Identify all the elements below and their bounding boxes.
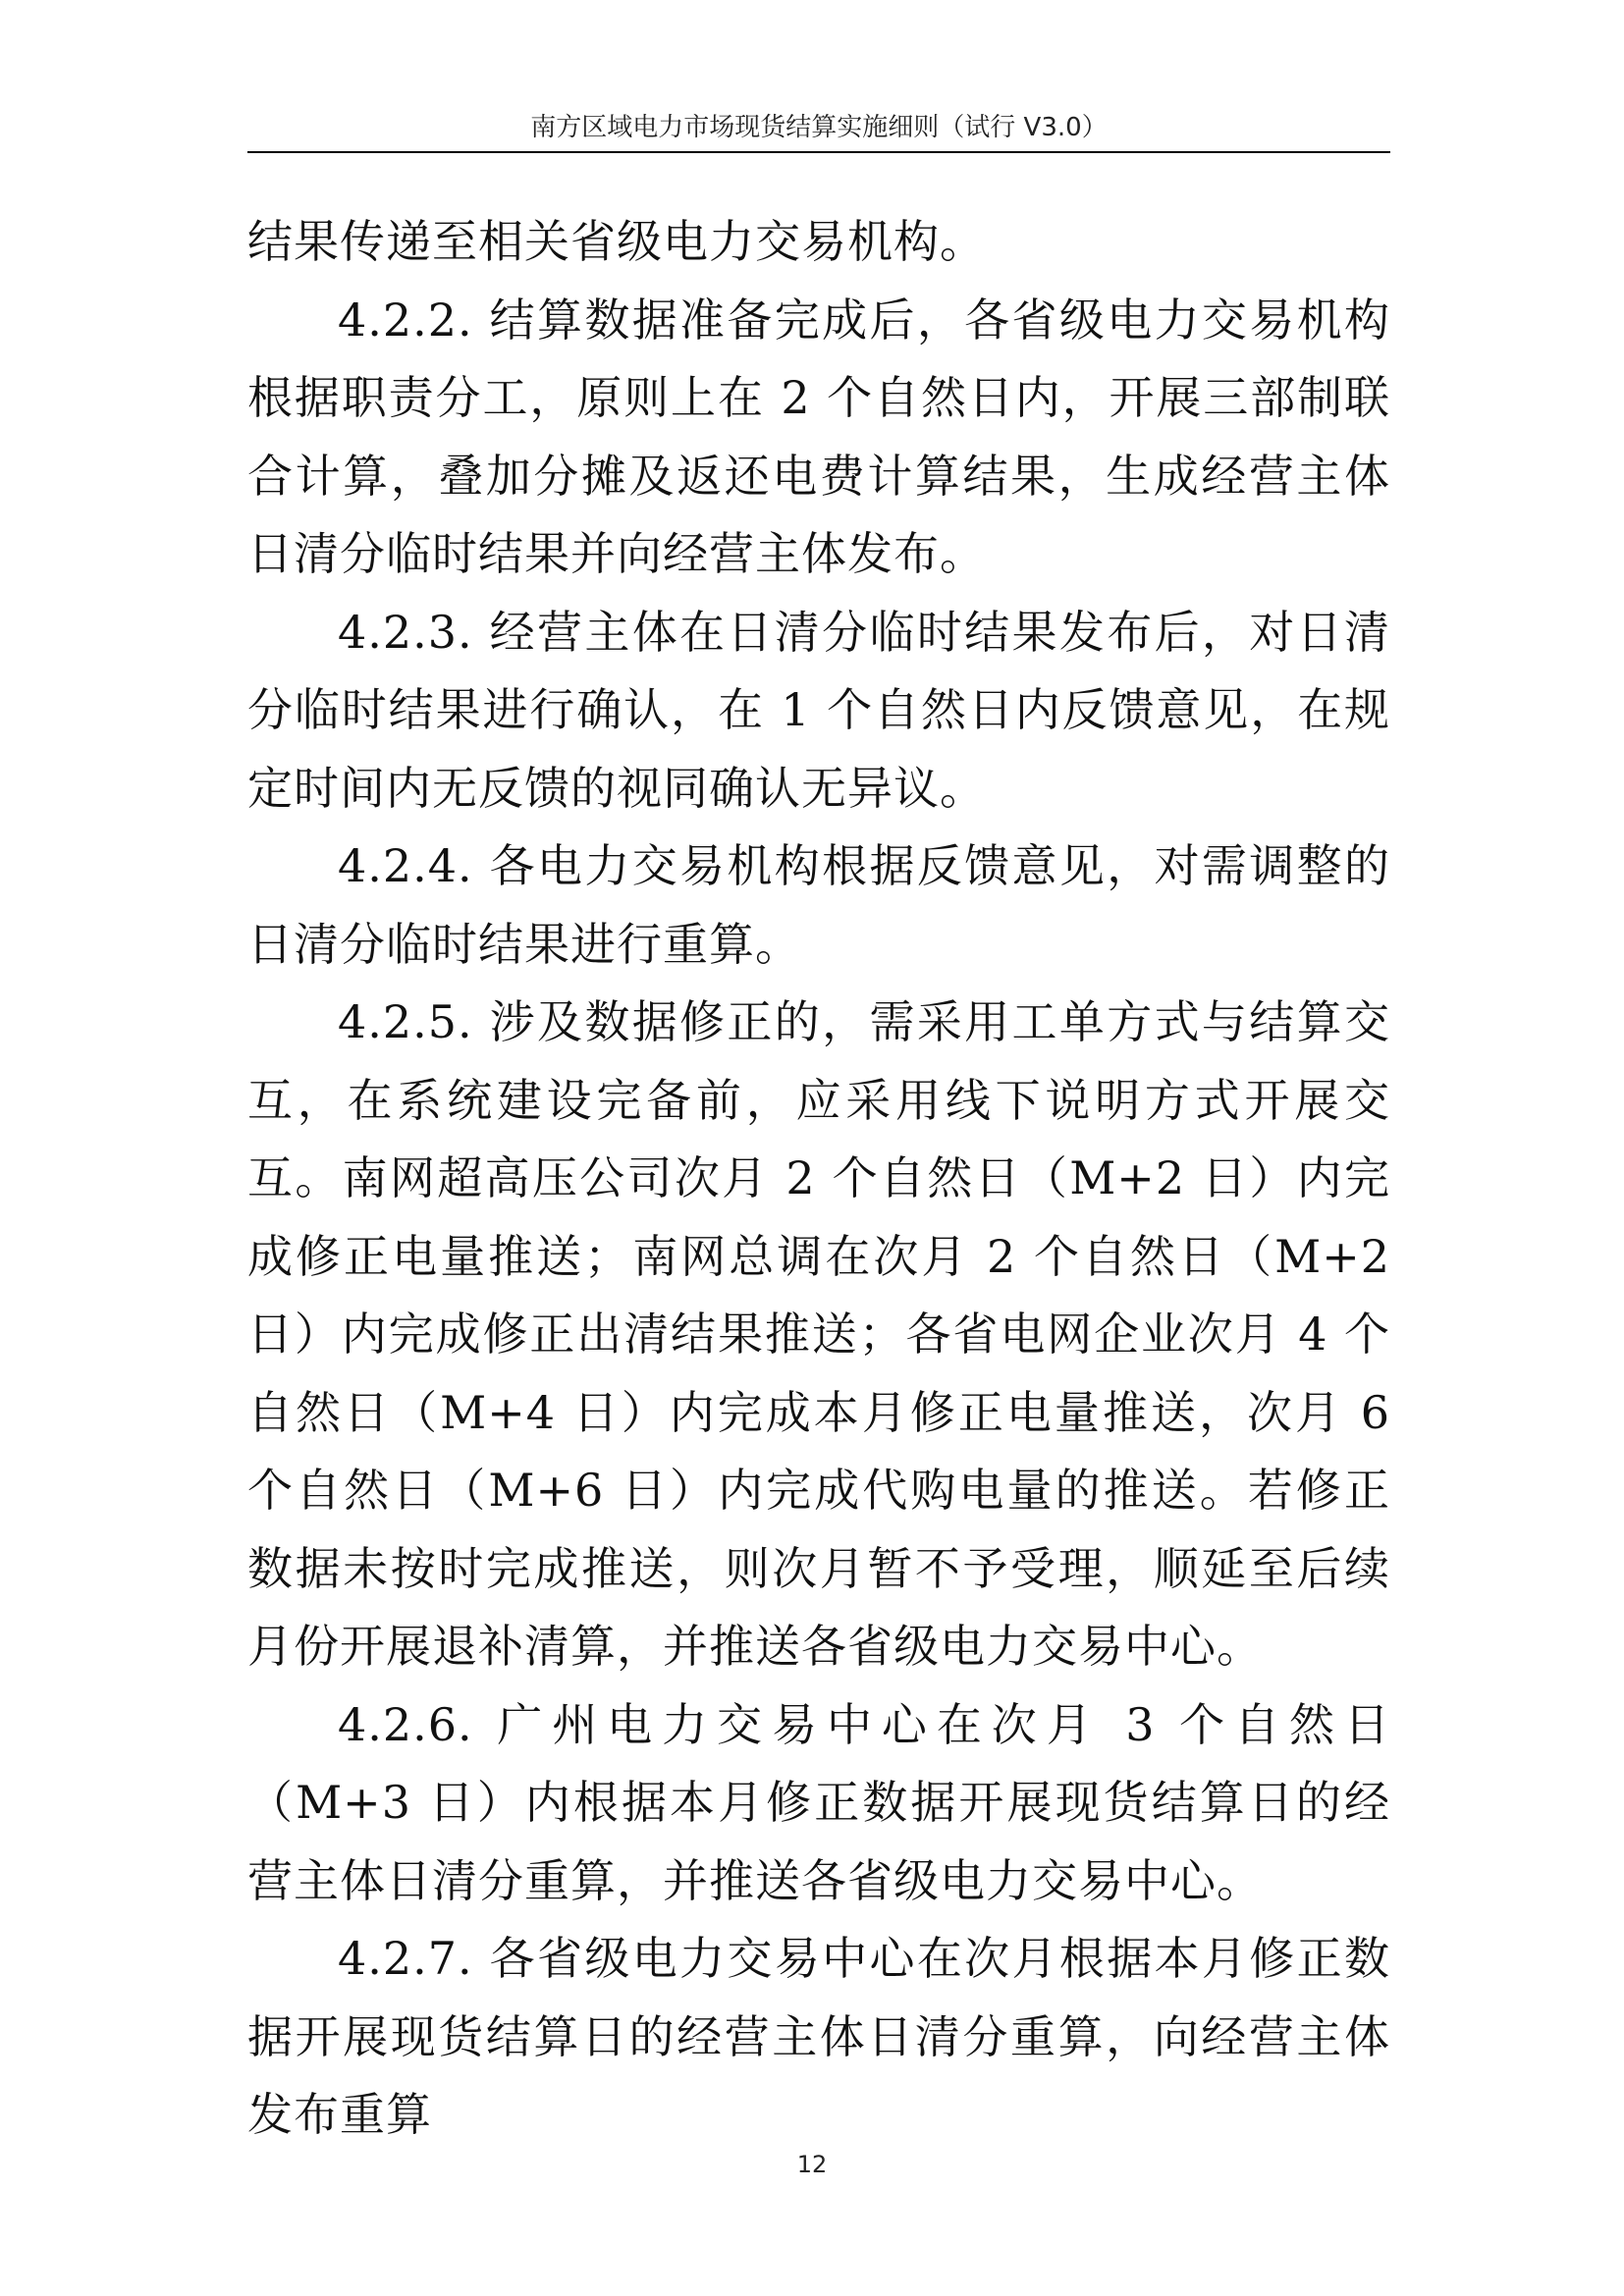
- paragraph-4-2-6: 4.2.6. 广州电力交易中心在次月 3 个自然日（M+3 日）内根据本月修正数据开展现货结算日的经营主体日清分重算，并推送各省级电力交易中心。: [247, 1697, 1390, 1907]
- paragraph-4-2-5: 4.2.5. 涉及数据修正的，需采用工单方式与结算交互，在系统建设完备前，应采用线下说明方式开展交互。南网超高压公司次月 2 个自然日（M+2 日）内完成修正电量推送；南网总调在次月 2 个自然日（M+2 日）内完成修正出清结果推送；各省电网企业次月 4 个自然日（M+4 日）内完成本月修正电量推送，次月 6 个自然日（M+6 日）内完成代购电量的推送。若修正数据未按时完成推送，则次月暂不予受理，顺延至后续月份开展退补清算，并推送各省级电力交易中心。: [247, 995, 1390, 1673]
- document-body: [247, 203, 1390, 2155]
- paragraph-continuation: 结果传递至相关省级电力交易机构。: [247, 215, 986, 268]
- paragraph-4-2-3: 4.2.3. 经营主体在日清分临时结果发布后，对日清分临时结果进行确认，在 1 个自然日内反馈意见，在规定时间内无反馈的视同确认无异议。: [247, 605, 1390, 815]
- running-header: 南方区域电力市场现货结算实施细则（试行 V3.0）: [530, 113, 1108, 142]
- paragraph-4-2-4: 4.2.4. 各电力交易机构根据反馈意见，对需调整的日清分临时结果进行重算。: [247, 839, 1390, 971]
- paragraph-4-2-7: 4.2.7. 各省级电力交易中心在次月根据本月修正数据开展现货结算日的经营主体日清分重算，向经营主体发布重算: [247, 1932, 1390, 2141]
- page-number: 12: [796, 2151, 828, 2178]
- paragraph-4-2-2: 4.2.2. 结算数据准备完成后，各省级电力交易机构根据职责分工，原则上在 2 个自然日内，开展三部制联合计算，叠加分摊及返还电费计算结果，生成经营主体日清分临时结果并向经营主体发布。: [247, 293, 1390, 580]
- header-rule: [247, 151, 1390, 153]
